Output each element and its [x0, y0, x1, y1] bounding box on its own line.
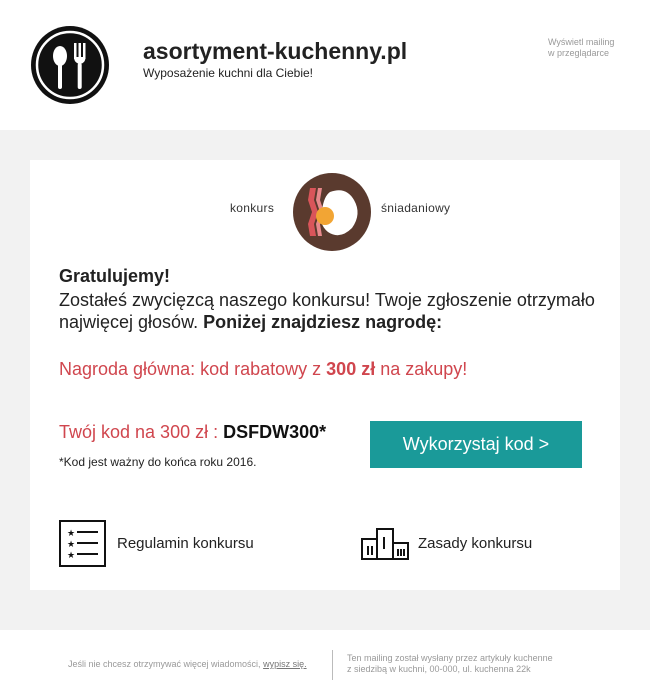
svg-text:★: ★ [67, 540, 76, 550]
contest-rules-link[interactable] [59, 520, 254, 567]
use-code-button[interactable]: Wykorzystaj kod > [370, 421, 582, 468]
sender-line-1: Ten mailing został wysłany przez artykuły kuchenne [347, 653, 553, 663]
egg-bacon-icon [292, 172, 372, 252]
checklist-icon [59, 520, 106, 567]
brand-tagline: Wyposażenie kuchni dla Ciebie! [143, 66, 313, 80]
brand-name[interactable]: asortyment-kuchenny.pl [143, 38, 408, 64]
footer [0, 630, 650, 700]
view-in-browser-line2: w przeglądarce [548, 48, 610, 58]
unsubscribe-text: Jeśli nie chcesz otrzymywać więcej wiadomości, [68, 659, 261, 669]
header [0, 0, 650, 130]
svg-text:★: ★ [67, 529, 76, 539]
winner-message-text: Zostałeś zwycięzcą naszego konkursu! Twoje zgłoszenie otrzymało najwięcej głosów. [59, 290, 595, 332]
contest-principles-label: Zasady konkursu [418, 534, 533, 552]
unsubscribe-info [68, 659, 307, 669]
content-card [30, 160, 620, 590]
contest-label-left: konkurs [230, 201, 275, 215]
unsubscribe-link[interactable]: wypisz się. [263, 659, 307, 669]
contest-principles-link[interactable] [360, 525, 532, 561]
winner-message-bold: Poniżej znajdziesz nagrodę: [203, 312, 443, 332]
svg-text:★: ★ [67, 551, 76, 561]
view-in-browser-line1: Wyświetl mailing [548, 37, 615, 47]
prize-suffix: na zakupy! [380, 359, 468, 379]
discount-code: DSFDW300* [223, 422, 327, 442]
footer-divider [332, 650, 333, 680]
greeting-heading: Gratulujemy! [59, 266, 171, 286]
sender-line-2: z siedzibą w kuchni, 00-000, ul. kuchenna 22k [347, 664, 531, 674]
code-label: Twój kod na 300 zł : [59, 422, 219, 442]
prize-amount: 300 zł [326, 359, 376, 379]
contest-rules-label: Regulamin konkursu [117, 535, 254, 552]
sender-info [347, 653, 553, 675]
discount-code-line [59, 422, 326, 443]
view-in-browser-link[interactable] [548, 37, 614, 59]
contest-label-right: śniadaniowy [381, 201, 451, 215]
code-validity-note: *Kod jest ważny do końca roku 2016. [59, 455, 257, 469]
winner-message [59, 289, 599, 333]
prize-prefix: Nagroda główna: kod rabatowy z [59, 359, 322, 379]
main-prize [59, 359, 467, 380]
fork-spoon-icon[interactable] [30, 25, 110, 105]
podium-icon [360, 525, 410, 561]
